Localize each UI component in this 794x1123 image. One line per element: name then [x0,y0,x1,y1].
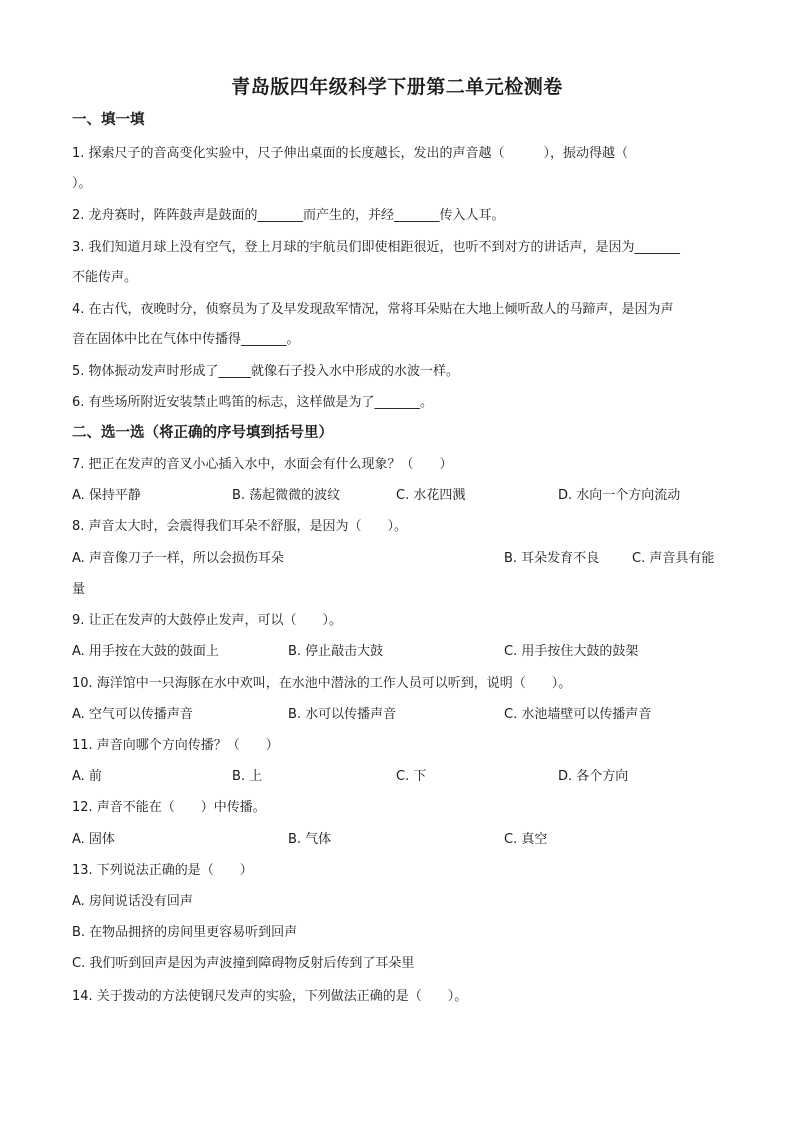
question-4-line-2: 音在固体中比在气体中传播得_______。 [72,332,300,347]
question-13-stem: 13. 下列说法正确的是（ ） [72,863,253,878]
question-9-stem: 9. 让正在发声的大鼓停止发声，可以（ ）。 [72,613,343,628]
question-7-option-a: A. 保持平静 [72,488,141,503]
question-7-option-b: B. 荡起微微的波纹 [232,488,341,503]
question-11-option-c: C. 下 [396,769,427,784]
question-11-stem: 11. 声音向哪个方向传播？（ ） [72,738,279,753]
question-11-option-b: B. 上 [232,769,263,784]
question-11-option-a: A. 前 [72,769,102,784]
question-8-option-a: A. 声音像刀子一样，所以会损伤耳朵 [72,551,284,566]
question-14-stem: 14. 关于拨动的方法使钢尺发声的实验，下列做法正确的是（ ）。 [72,989,468,1004]
question-6: 6. 有些场所附近安装禁止鸣笛的标志，这样做是为了_______。 [72,395,434,410]
section-heading-choice: 二、选一选（将正确的序号填到括号里） [72,424,333,441]
question-10-option-b: B. 水可以传播声音 [288,707,397,722]
section-heading-fill: 一、填一填 [72,111,145,128]
question-12-option-b: B. 气体 [288,832,332,847]
question-12-stem: 12. 声音不能在（ ）中传播。 [72,800,266,815]
question-7-option-d: D. 水向一个方向流动 [558,488,681,503]
question-11-option-d: D. 各个方向 [558,769,629,784]
question-12-option-c: C. 真空 [504,832,548,847]
question-12-option-a: A. 固体 [72,832,115,847]
question-4-line-1: 4. 在古代，夜晚时分，侦察员为了及早发现敌军情况，常将耳朵贴在大地上倾听敌人的马蹄声，是因为声 [72,302,674,317]
question-2: 2. 龙舟赛时，阵阵鼓声是鼓面的_______而产生的，并经_______传入人耳。 [72,208,505,223]
question-3-line-2: 不能传声。 [72,270,138,285]
question-13-option-c: C. 我们听到回声是因为声波撞到障碍物反射后传到了耳朵里 [72,956,415,971]
question-1-line-1: 1. 探索尺子的音高变化实验中，尺子伸出桌面的长度越长，发出的声音越（ ），振动得越（ [72,146,629,161]
question-10-option-c: C. 水池墙壁可以传播声音 [504,707,652,722]
question-9-option-c: C. 用手按住大鼓的鼓架 [504,644,639,659]
question-7-option-c: C. 水花四溅 [396,488,466,503]
question-13-option-a: A. 房间说话没有回声 [72,894,193,909]
question-8-option-c-continued: 量 [72,582,86,597]
question-1-line-2: ）。 [72,176,92,191]
question-8-option-b: B. 耳朵发育不良 [504,551,600,566]
question-10-stem: 10. 海洋馆中一只海豚在水中欢叫，在水池中潜泳的工作人员可以听到，说明（ ）。 [72,676,572,691]
question-9-option-b: B. 停止敲击大鼓 [288,644,384,659]
question-8-option-c: C. 声音具有能 [632,551,715,566]
question-10-option-a: A. 空气可以传播声音 [72,707,193,722]
question-13-option-b: B. 在物品拥挤的房间里更容易听到回声 [72,925,298,940]
page-title: 青岛版四年级科学下册第二单元检测卷 [231,76,563,98]
question-7-stem: 7. 把正在发声的音叉小心插入水中，水面会有什么现象？（ ） [72,457,453,472]
question-9-option-a: A. 用手按在大鼓的鼓面上 [72,644,219,659]
question-5: 5. 物体振动发声时形成了_____就像石子投入水中形成的水波一样。 [72,364,460,379]
question-8-stem: 8. 声音太大时，会震得我们耳朵不舒服，是因为（ ）。 [72,519,408,534]
question-3-line-1: 3. 我们知道月球上没有空气，登上月球的宇航员们即使相距很近，也听不到对方的讲话声，是因为_______ [72,240,681,255]
